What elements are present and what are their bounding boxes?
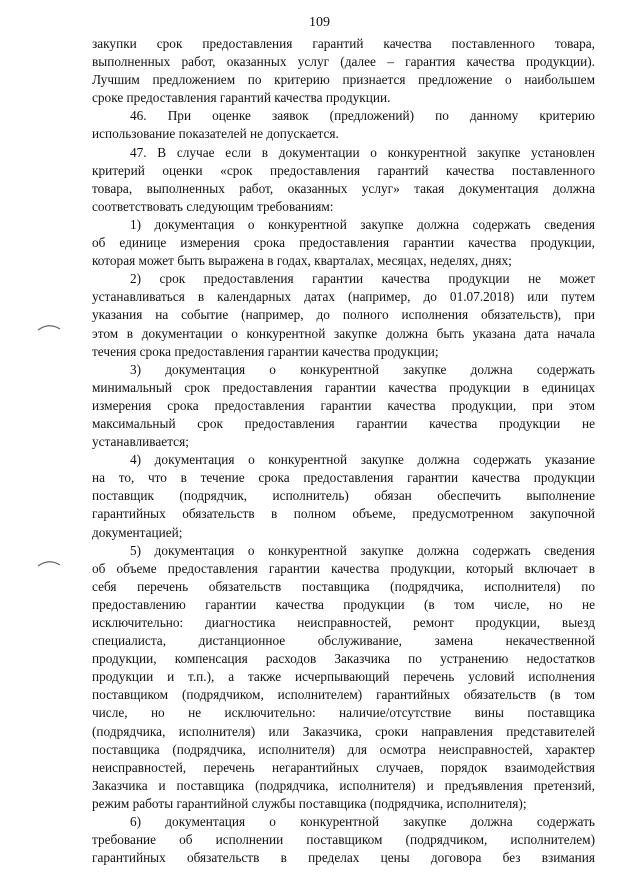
text-line: документацией; (92, 524, 183, 540)
text-line: себя перечень обязательств поставщика (подрядчика, исполнителя) по (92, 578, 595, 594)
text-line: исключительно: диагностика неисправностей, ремонт продукции, выезд (92, 615, 595, 630)
text-line: критерий оценки «срок предоставления гарантий качества поставленного (92, 162, 595, 178)
text-line: числе, но не исключительно: наличие/отсутствие вины поставщика (92, 705, 595, 721)
text-line: гарантийных обязательств в полном объеме, предусмотренном закупочной (92, 506, 595, 522)
text-line: минимальный срок предоставления гарантии качества продукции в единицах (92, 379, 595, 395)
text-line: максимальный срок предоставления гарантии качества продукции не (92, 415, 595, 431)
text-line: Лучшим предложением по критерию признается предложение о наибольшем (92, 72, 595, 88)
text-line: этом в документации о конкурентной закупке должна быть указана дата начала (92, 325, 595, 341)
text-line: требование об исполнении поставщиком (подрядчиком, исполнителем) (92, 832, 595, 848)
margin-mark (36, 558, 62, 568)
text-line: продукции, компенсация расходов Заказчика по устранению недостатков (92, 651, 595, 667)
text-line: указания на событие (например, до полного исполнения обязательств), при (92, 307, 595, 323)
text-line: Заказчика и поставщика (подрядчика, исполнителя) и предъявления претензий, (92, 777, 595, 793)
text-line: 4) документация о конкурентной закупке должна содержать указание (130, 452, 595, 468)
text-line: течения срока предоставления гарантии качества продукции; (92, 343, 439, 359)
text-line: 47. В случае если в документации о конкурентной закупке установлен (130, 144, 595, 160)
text-line: 1) документация о конкурентной закупке должна содержать сведения (130, 216, 595, 232)
text-line: сроке предоставления гарантий качества продукции. (92, 90, 391, 106)
text-line: 46. При оценке заявок (предложений) по данному критерию (130, 108, 595, 124)
text-line: (подрядчика, исполнителя) или Заказчика, сроки направления представителей (92, 723, 595, 739)
text-line: использование показателей не допускается. (92, 126, 339, 142)
margin-mark (36, 322, 62, 332)
text-line: неисправностей, перечень негарантийных случаев, порядок взаимодействия (92, 759, 595, 775)
text-line: поставщика (подрядчика, исполнителя) для осмотра неисправностей, характер (92, 741, 595, 757)
text-line: об единице измерения срока предоставления гарантии качества продукции, (92, 235, 595, 251)
text-line: соответствовать следующим требованиям: (92, 198, 334, 214)
page-number: 109 (309, 15, 330, 30)
text-line: на то, что в течение срока предоставления гарантии качества продукции (92, 470, 595, 486)
text-line: поставщик (подрядчик, исполнитель) обязан обеспечить выполнение (92, 488, 595, 504)
text-line: которая может быть выражена в годах, кварталах, месяцах, неделях, днях; (92, 253, 512, 269)
text-line: поставщиком (подрядчиком, исполнителем) гарантийных обязательств (в том (92, 687, 595, 703)
text-line: 6) документация о конкурентной закупке должна содержать (130, 814, 595, 830)
text-line: предоставлению гарантии качества продукции (в том числе, но не (92, 596, 595, 612)
text-line: устанавливается; (92, 434, 189, 450)
text-line: продукции и т.п.), а также исчерпывающий перечень условий исполнения (92, 669, 595, 685)
text-line: 3) документация о конкурентной закупке должна содержать (130, 361, 595, 377)
text-line: режим работы гарантийной службы поставщика (подрядчика, исполнителя); (92, 795, 527, 811)
text-line: гарантийных обязательств в пределах цены договора без взимания (92, 850, 595, 866)
text-line: товара, выполненных работ, оказанных услуг» такая документация должна (92, 180, 595, 196)
text-line: закупки срок предоставления гарантий качества поставленного товара, (92, 36, 595, 51)
text-line: 5) документация о конкурентной закупке должна содержать сведения (130, 542, 595, 558)
text-line: устанавливаться в календарных датах (например, до 01.07.2018) или путем (92, 289, 595, 305)
text-line: 2) срок предоставления гарантии качества продукции не может (130, 271, 595, 287)
text-line: об объеме предоставления гарантии качества продукции, который включает в (92, 560, 595, 576)
document-body (92, 35, 595, 867)
text-line: выполненных работ, оказанных услуг (далее – гарантия качества продукции). (92, 54, 595, 70)
text-line: измерения срока предоставления гарантии качества продукции, при этом (92, 397, 595, 413)
text-line: специалиста, дистанционное обслуживание, замена некачественной (92, 633, 595, 649)
